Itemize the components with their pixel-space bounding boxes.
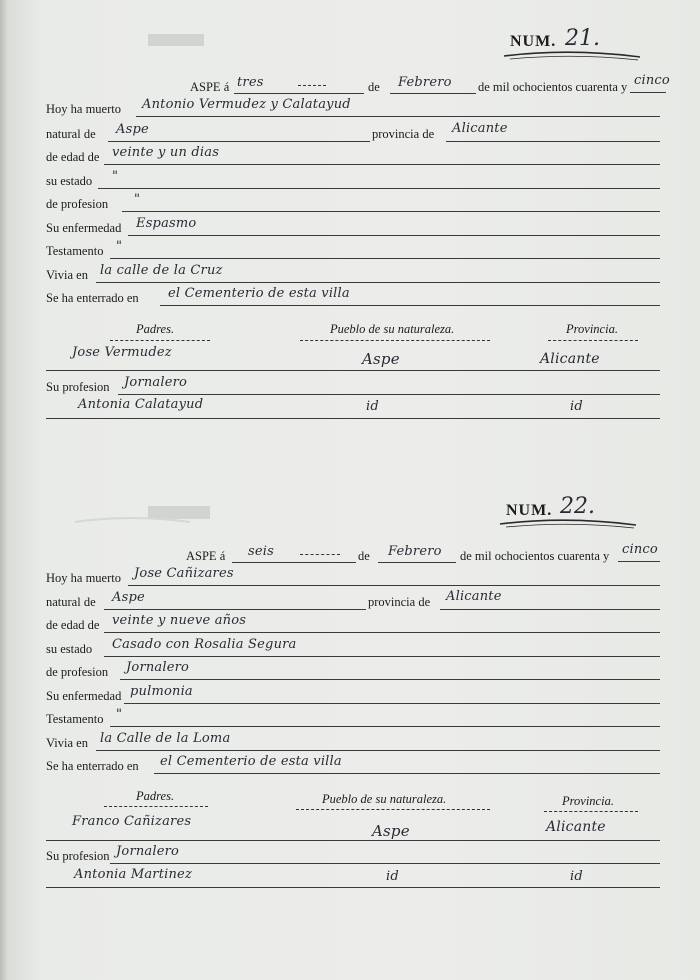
place-label: ASPE á [186, 549, 226, 563]
enterrado-label: Se ha enterrado en [46, 759, 139, 773]
provincia-rule [440, 609, 660, 610]
natural-label: natural de [46, 127, 96, 141]
deceased-name: Jose Cañizares [134, 566, 234, 581]
testamento-label: Testamento [46, 244, 104, 258]
enfermedad-label: Su enfermedad [46, 689, 122, 703]
filler-dash [298, 85, 326, 86]
estado-label: su estado [46, 174, 93, 188]
enterrado-rule [160, 305, 660, 306]
number-underline-flourish [496, 518, 641, 532]
father-pueblo: Aspe [372, 822, 410, 840]
age-value: veinte y un dias [112, 145, 220, 160]
testamento-value: " [116, 707, 123, 722]
father-provincia: Alicante [540, 351, 600, 367]
father-rule [46, 370, 660, 371]
estado-value: " [112, 169, 119, 184]
place-label: ASPE á [190, 80, 230, 94]
provincia-value: Alicante [452, 121, 508, 136]
father-name: Jose Vermudez [72, 345, 172, 360]
vivia-value: la Calle de la Loma [100, 731, 231, 746]
de-label: de [358, 549, 370, 563]
record-number: 22. [560, 494, 595, 519]
enfermedad-value: Espasmo [136, 216, 197, 231]
provincia-header: Provincia. [562, 794, 614, 808]
enfermedad-value: pulmonia [130, 684, 193, 699]
provincia-header-rule [544, 811, 638, 812]
year-rule [618, 561, 660, 562]
testamento-rule [110, 726, 660, 727]
mother-rule [46, 887, 660, 888]
pueblo-header: Pueblo de su naturaleza. [330, 322, 455, 336]
provincia-label: provincia de [368, 595, 431, 609]
mother-pueblo: id [366, 399, 379, 414]
deceased-label: Hoy ha muerto [46, 571, 121, 585]
padres-header: Padres. [136, 789, 175, 803]
pueblo-header-rule [296, 809, 490, 810]
deceased-label: Hoy ha muerto [46, 102, 121, 116]
father-provincia: Alicante [546, 819, 606, 835]
su-profesion-label: Su profesion [46, 849, 110, 863]
vivia-rule [96, 282, 660, 283]
number-underline-flourish [500, 50, 645, 64]
mother-provincia: id [570, 869, 583, 884]
deceased-rule [128, 585, 660, 586]
profesion-rule [122, 211, 660, 212]
natural-rule [104, 609, 366, 610]
filler-dash [300, 554, 340, 555]
record-number-label: NUM. [510, 33, 557, 50]
provincia-rule [446, 141, 660, 142]
de-label: de [368, 80, 380, 94]
natural-of: Aspe [116, 122, 149, 137]
age-label: de edad de [46, 618, 100, 632]
vivia-label: Vivia en [46, 268, 88, 282]
page-spine-shadow [0, 0, 8, 980]
month-rule [378, 562, 456, 563]
provincia-label: provincia de [372, 127, 435, 141]
year-handwritten: cinco [634, 73, 670, 88]
estado-rule [104, 656, 660, 657]
vivia-rule [96, 750, 660, 751]
year-label: de mil ochocientos cuarenta y [478, 80, 628, 94]
enterrado-value: el Cementerio de esta villa [168, 286, 350, 301]
pueblo-header: Pueblo de su naturaleza. [322, 792, 447, 806]
father-name: Franco Cañizares [72, 814, 192, 829]
estado-value: Casado con Rosalia Segura [112, 637, 297, 652]
father-rule [46, 840, 660, 841]
deceased-rule [136, 116, 660, 117]
bleed-through-ghost-heading [70, 498, 240, 528]
padres-header-rule [104, 806, 208, 807]
year-label: de mil ochocientos cuarenta y [460, 549, 610, 563]
natural-rule [108, 141, 370, 142]
day-rule [232, 562, 356, 563]
profesion-label: de profesion [46, 665, 109, 679]
testamento-label: Testamento [46, 712, 104, 726]
estado-rule [98, 188, 660, 189]
vivia-label: Vivia en [46, 736, 88, 750]
death-month: Febrero [388, 544, 442, 559]
father-profesion-rule [118, 394, 660, 395]
year-handwritten: cinco [622, 542, 658, 557]
mother-name: Antonia Martinez [74, 867, 192, 882]
age-label: de edad de [46, 150, 100, 164]
father-profesion: Jornalero [124, 375, 188, 390]
enterrado-value: el Cementerio de esta villa [160, 754, 342, 769]
father-pueblo: Aspe [362, 350, 400, 368]
mother-provincia: id [570, 399, 583, 414]
enfermedad-rule [124, 703, 660, 704]
provincia-value: Alicante [446, 589, 502, 604]
age-rule [104, 632, 660, 633]
padres-header-rule [110, 340, 210, 341]
enterrado-label: Se ha enterrado en [46, 291, 139, 305]
deceased-name: Antonio Vermudez y Calatayud [142, 97, 351, 112]
enfermedad-label: Su enfermedad [46, 221, 122, 235]
month-rule [390, 93, 476, 94]
age-rule [104, 164, 660, 165]
record-number-label: NUM. [506, 502, 553, 519]
su-profesion-label: Su profesion [46, 380, 110, 394]
death-day: seis [248, 544, 274, 559]
enfermedad-rule [128, 235, 660, 236]
father-profesion-rule [110, 863, 660, 864]
father-profesion: Jornalero [116, 844, 180, 859]
testamento-rule [110, 258, 660, 259]
pueblo-header-rule [300, 340, 490, 341]
age-value: veinte y nueve años [112, 613, 247, 628]
death-month: Febrero [398, 75, 452, 90]
estado-label: su estado [46, 642, 93, 656]
natural-label: natural de [46, 595, 96, 609]
vivia-value: la calle de la Cruz [100, 263, 223, 278]
death-day: tres [237, 75, 264, 90]
provincia-header-rule [548, 340, 638, 341]
testamento-value: " [116, 239, 123, 254]
provincia-header: Provincia. [566, 322, 618, 336]
mother-rule [46, 418, 660, 419]
day-rule [234, 93, 364, 94]
bleed-through-ghost-heading [100, 28, 220, 52]
profesion-value: Jornalero [126, 660, 190, 675]
profesion-value: " [134, 192, 141, 207]
profesion-rule [120, 679, 660, 680]
natural-of: Aspe [112, 590, 145, 605]
mother-name: Antonia Calatayud [78, 397, 204, 412]
year-rule [630, 92, 666, 93]
record-number: 21. [565, 26, 600, 51]
mother-pueblo: id [386, 869, 399, 884]
profesion-label: de profesion [46, 197, 109, 211]
enterrado-rule [154, 773, 660, 774]
padres-header: Padres. [136, 322, 175, 336]
